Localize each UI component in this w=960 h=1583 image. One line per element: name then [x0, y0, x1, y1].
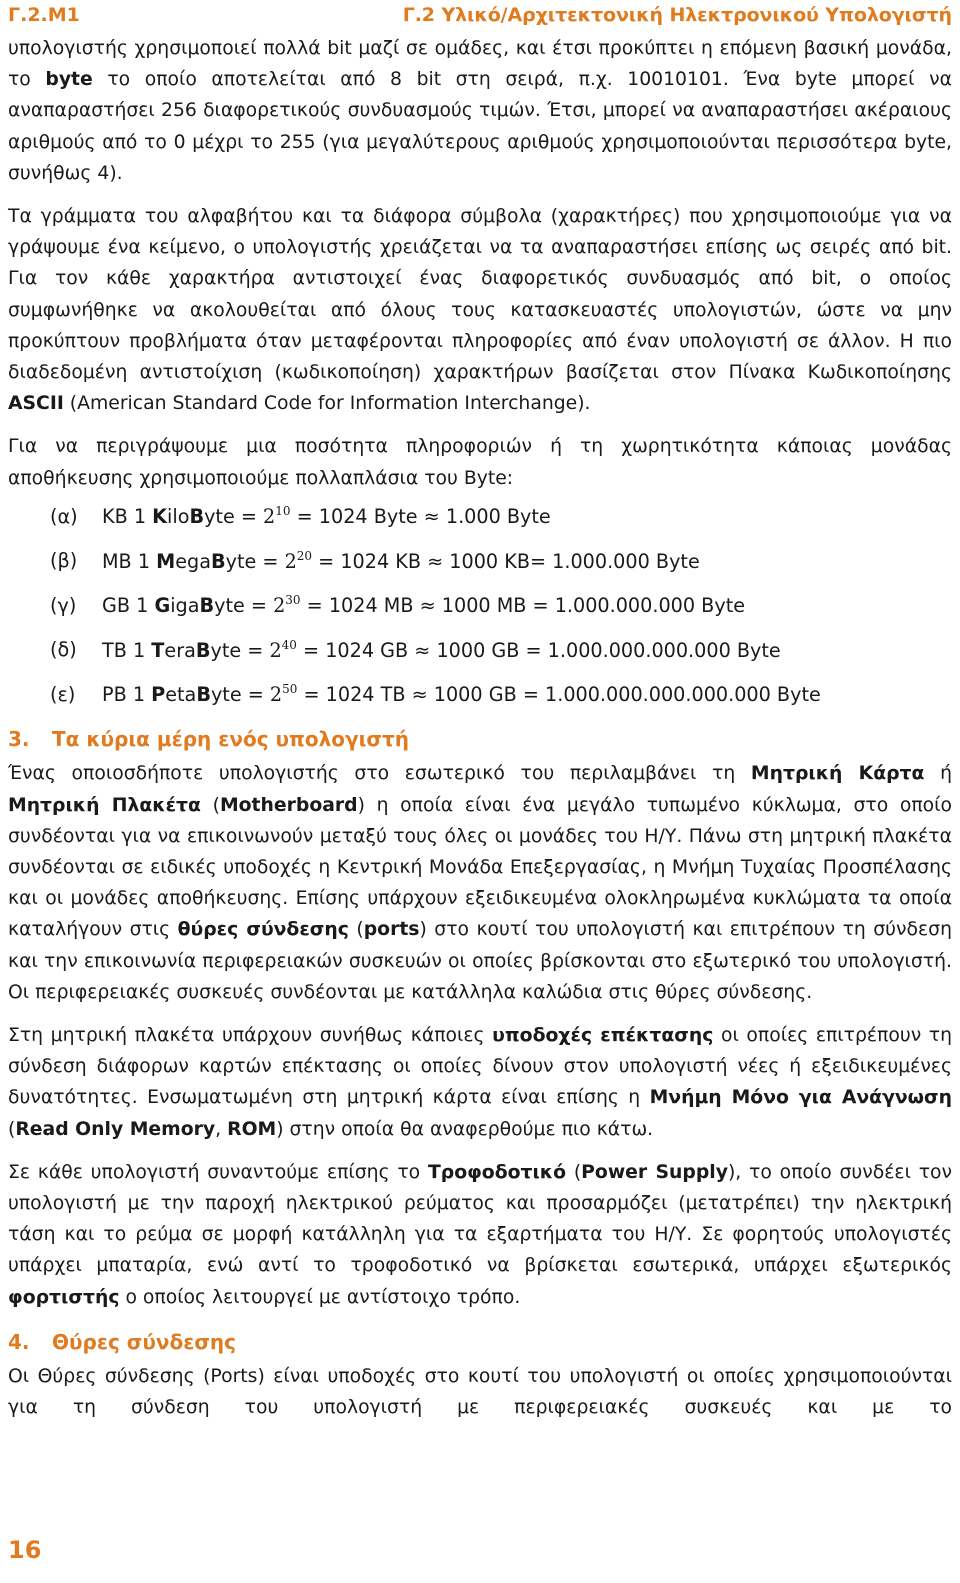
section-heading-4 — [8, 1327, 952, 1357]
section-title: Θύρες σύνδεσης — [52, 1329, 237, 1354]
section-title: Τα κύρια μέρη ενός υπολογιστή — [52, 727, 410, 752]
term-byte: byte — [45, 69, 93, 91]
power-of-two: $2^{40}$ — [269, 637, 297, 662]
list-item — [8, 583, 952, 628]
list-item-label: (β) — [50, 549, 78, 573]
list-item — [8, 627, 952, 672]
document-page — [8, 0, 952, 1583]
list-item-text: GB 1 GigaByte = $2^{30} = 1024$ MB ≈ 1000 MB = 1.000.000.000 Byte — [102, 593, 746, 618]
list-item-label: (α) — [50, 504, 78, 528]
paragraph-units-intro: Για να περιγράψουμε μια ποσότητα πληροφοριών ή τη χωρητικότητα κάποιας μονάδας αποθήκευσης χρησιμοποιούμε πολλαπλάσια του Byte: — [8, 436, 952, 489]
power-of-two: $2^{50}$ — [269, 682, 298, 707]
term-ascii: ASCII — [8, 393, 64, 415]
list-item-text: PB 1 PetaByte = $2^{50} = 1024$ TB ≈ 1000 GB = 1.000.000.000.000.000 Byte — [102, 682, 821, 707]
header-module-code: Γ.2.Μ1 — [8, 4, 80, 26]
power-of-two: $2^{30}$ — [273, 593, 301, 618]
list-item-label: (δ) — [50, 638, 77, 662]
list-item — [8, 538, 952, 583]
power-of-two: $2^{20}$ — [284, 548, 313, 573]
paragraph-byte: υπολογιστής χρησιμοποιεί πολλά bit μαζί σε ομάδες, και έτσι προκύπτει η επόμενη βασική μονάδα, το byte το οποίο αποτελείται από 8 bit στη σειρά, π.χ. 10010101. Ένα byte μπορεί να αναπαραστήσει 256 διαφορετικούς συνδυασμούς τιμών. Έτσι, μπορεί να αναπαραστήσει ακέραιους αριθμούς από το 0 μέχρι το 255 (για μεγαλύτερους αριθμούς χρησιμοποιούνται περισσότερα byte, συνήθως 4). — [8, 38, 952, 184]
power-of-two: $2^{10}$ — [263, 504, 291, 529]
list-item-label: (γ) — [50, 593, 77, 617]
list-item — [8, 672, 952, 717]
header-chapter-title: Γ.2 Υλικό/Αρχιτεκτονική Ηλεκτρονικού Υπολογιστή — [402, 4, 952, 26]
paragraph-ports: Οι Θύρες σύνδεσης (Ports) είναι υποδοχές στο κουτί του υπολογιστή οι οποίες χρησιμοποιούνται για τη σύνδεση του υπολογιστή με περιφερειακές συσκευές και με το — [8, 1365, 952, 1418]
paragraph-ascii: Τα γράμματα του αλφαβήτου και τα διάφορα σύμβολα (χαρακτήρες) που χρησιμοποιούμε για να γράψουμε ένα κείμενο, ο υπολογιστής χρειάζεται να τα αναπαραστήσει επίσης ως σειρές από bit. Για τον κάθε χαρακτήρα αντιστοιχεί ένας διαφορετικός συνδυασμός από bit, ο οποίος συμφωνήθηκε να ακολουθείται από όλους τους κατασκευαστές υπολογιστών, ώστε να μην προκύπτουν προβλήματα όταν μεταφέρονται πληροφορίες από έναν υπολογιστή σε άλλον. Η πιο διαδεδομένη αντιστοίχιση (κωδικοποίηση) χαρακτήρων βασίζεται στον Πίνακα Κωδικοποίησης ASCII (American Standard Code for Information Interchange). — [8, 206, 952, 415]
paragraph-power-supply: Σε κάθε υπολογιστή συναντούμε επίσης το Τροφοδοτικό (Power Supply), το οποίο συνδέει τον υπολογιστή με την παροχή ηλεκτρικού ρεύματος και προσαρμόζει (μετατρέπει) την ηλεκτρική τάση και το ρεύμα σε μορφή κατάλληλη για τα εξαρτήματα του Η/Υ. Σε φορητούς υπολογιστές υπάρχει μπαταρία, ενώ αντί το τροφοδοτικό να βρίσκεται εσωτερικά, υπάρχει εξωτερικός φορτιστής ο οποίος λειτουργεί με αντίστοιχο τρόπο. — [8, 1161, 952, 1308]
section-number: 3. — [8, 727, 30, 752]
paragraph-motherboard: Ένας οποιοσδήποτε υπολογιστής στο εσωτερικό του περιλαμβάνει τη Μητρική Κάρτα ή Μητρική Πλακέτα (Motherboard) η οποία είναι ένα μεγάλο τυπωμένο κύκλωμα, στο οποίο συνδέονται για να επικοινωνούν μεταξύ τους όλες οι μονάδες του Η/Υ. Πάνω στη μητρική πλακέτα συνδέονται σε ειδικές υποδοχές η Κεντρική Μονάδα Επεξεργασίας, η Μνήμη Τυχαίας Προσπέλασης και οι μονάδες αποθήκευσης. Επίσης υπάρχουν εξειδικευμένα ολοκληρωμένα κυκλώματα τα οποία καταλήγουν στις θύρες σύνδεσης (ports) στο κουτί του υπολογιστή και επιτρέπουν τη σύνδεση και την επικοινωνία περιφερειακών συσκευών οι οποίες βρίσκονται στο εξωτερικό του υπολογιστή. Οι περιφερειακές συσκευές συνδέονται με κατάλληλα καλώδια στις θύρες σύνδεσης. — [8, 763, 953, 1003]
section-heading-3 — [8, 724, 952, 754]
list-item-label: (ε) — [50, 682, 76, 706]
running-header — [8, 2, 952, 28]
list-item-text: TB 1 TeraByte = $2^{40} = 1024$ GB ≈ 1000 GB = 1.000.000.000.000 Byte — [102, 637, 781, 662]
paragraph-expansion-slots: Στη μητρική πλακέτα υπάρχουν συνήθως κάποιες υποδοχές επέκτασης οι οποίες επιτρέπουν τη σύνδεση διάφορων καρτών επέκτασης οι οποίες δίνουν στον υπολογιστή νέες ή εξειδικευμένες δυνατότητες. Ενσωματωμένη στη μητρική κάρτα είναι επίσης η Μνήμη Μόνο για Ανάγνωση (Read Only Memory, ROM) στην οποία θα αναφερθούμε πιο κάτω. — [8, 1024, 953, 1140]
list-item — [8, 494, 952, 539]
list-item-text: MB 1 MegaByte = $2^{20} = 1024$ KB ≈ 1000 KB= 1.000.000 Byte — [102, 548, 700, 573]
section-number: 4. — [8, 1329, 30, 1354]
page-number: 16 — [8, 1536, 42, 1564]
list-item-text: KB 1 KiloByte = $2^{10} = 1024$ Byte ≈ 1.000 Byte — [102, 504, 551, 529]
body-content — [8, 33, 952, 1423]
units-list — [8, 494, 952, 717]
